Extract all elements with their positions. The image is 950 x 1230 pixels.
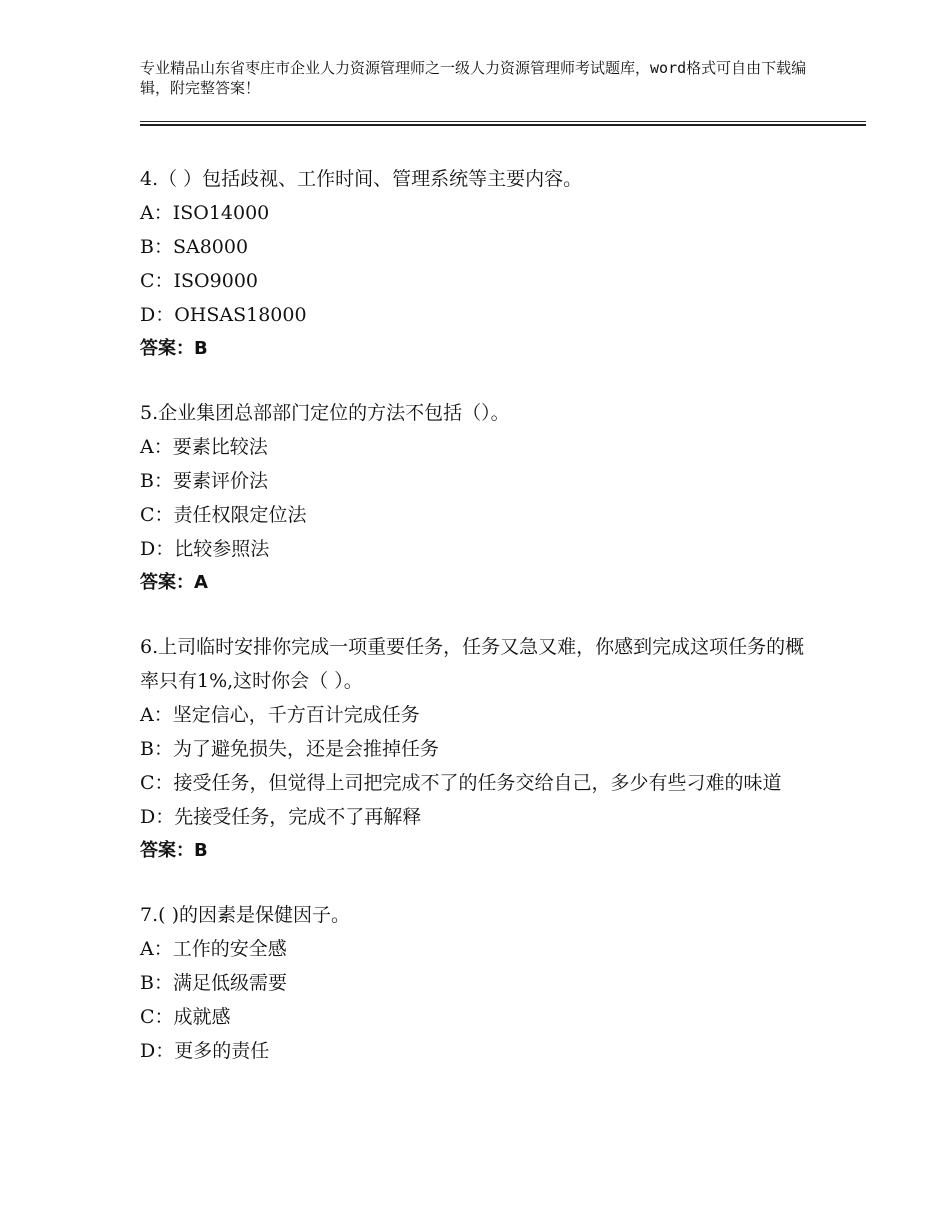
option-b: B：要素评价法 bbox=[140, 470, 268, 492]
option-a: A：要素比较法 bbox=[140, 436, 268, 458]
question-text: 6.上司临时安排你完成一项重要任务，任务又急又难，你感到完成这项任务的概率只有1%,这时你会（ ）。 bbox=[140, 636, 805, 692]
question-list bbox=[140, 162, 820, 1098]
question-text: 4.（ ）包括歧视、工作时间、管理系统等主要内容。 bbox=[140, 168, 583, 190]
option-d: D：OHSAS18000 bbox=[140, 304, 307, 326]
header-divider-thin bbox=[140, 121, 866, 122]
answer: 答案：B bbox=[140, 338, 208, 359]
option-d: D：比较参照法 bbox=[140, 538, 270, 560]
option-a: A：坚定信心，千方百计完成任务 bbox=[140, 704, 420, 726]
answer: 答案：A bbox=[140, 572, 208, 593]
answer: 答案：B bbox=[140, 840, 208, 861]
question-text: 5.企业集团总部部门定位的方法不包括（）。 bbox=[140, 402, 510, 424]
option-b: B：为了避免损失，还是会推掉任务 bbox=[140, 738, 439, 760]
question-4 bbox=[140, 162, 820, 366]
document-header: 专业精品山东省枣庄市企业人力资源管理师之一级人力资源管理师考试题库，word格式可自由下载编辑，附完整答案！ bbox=[140, 59, 807, 97]
option-c: C：责任权限定位法 bbox=[140, 504, 307, 526]
question-5 bbox=[140, 396, 820, 600]
option-d: D：先接受任务，完成不了再解释 bbox=[140, 806, 422, 828]
option-b: B：SA8000 bbox=[140, 236, 249, 258]
question-text: 7.( )的因素是保健因子。 bbox=[140, 904, 350, 926]
header-divider-thick bbox=[140, 124, 866, 126]
option-a: A：ISO14000 bbox=[140, 202, 270, 224]
option-c: C：成就感 bbox=[140, 1006, 231, 1028]
option-d: D：更多的责任 bbox=[140, 1040, 270, 1062]
option-a: A：工作的安全感 bbox=[140, 938, 287, 960]
option-b: B：满足低级需要 bbox=[140, 972, 287, 994]
option-c: C：接受任务，但觉得上司把完成不了的任务交给自己，多少有些刁难的味道 bbox=[140, 772, 782, 794]
question-6 bbox=[140, 630, 820, 868]
question-7 bbox=[140, 898, 820, 1068]
option-c: C：ISO9000 bbox=[140, 270, 258, 292]
